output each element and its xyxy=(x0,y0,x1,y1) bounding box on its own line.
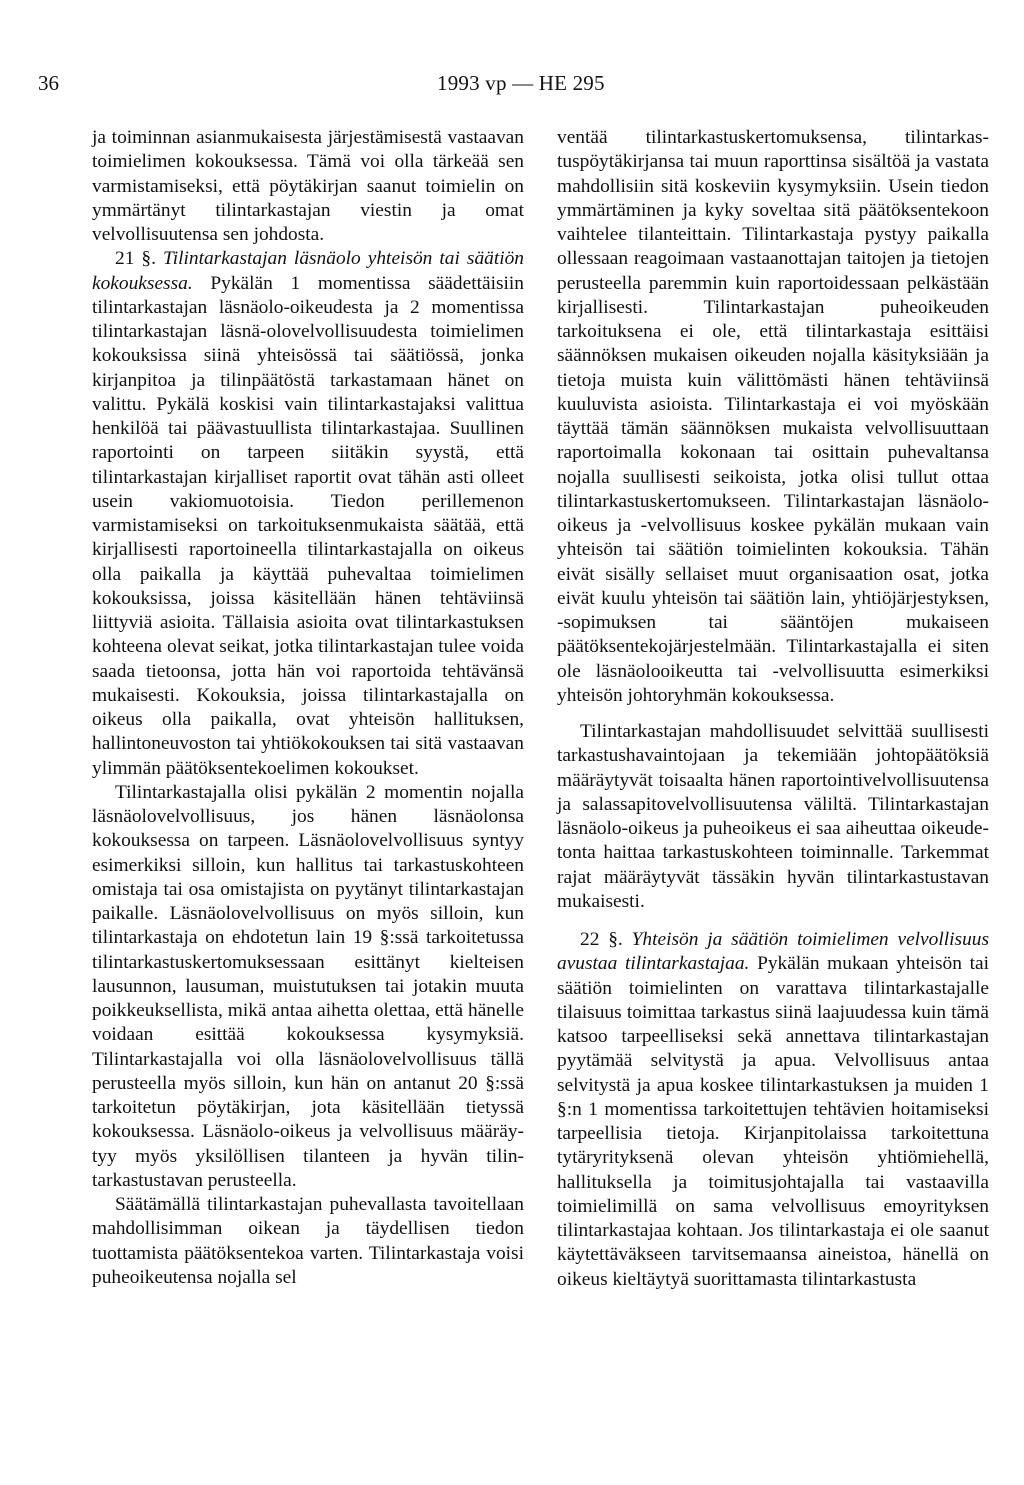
paragraph-continuation: ja toiminnan asianmukaisesta järjestämisestä vastaavan toimielimen kokouksessa. Tämä voi olla tärkeää sen varmistamiseksi, että pöytäkirjan saanut toimielin on ymmärtänyt tilintarkastajan viestin ja omat velvollisuutensa sen johdosta. xyxy=(92,127,524,245)
section-22-number: 22 §. xyxy=(580,929,623,950)
paragraph-possibilities: Tilintarkastajan mahdollisuudet selvittää suullisesti tarkastushavaintojaan ja tekemiään johtopäätöksiä määräytyvät toisaalta hänen raportointivelvollisuutensa ja salassapitovelvollisuutensa väliltä. Tilintarkastajan läsnäolo-oikeus ja puheoikeus ei saa aiheuttaa oikeudetonta haittaa tarkastuskohteen toiminnalle. Tarkemmat rajat määräytyvät tässäkin hyvän tilintarkastustavan mukaisesti. xyxy=(557,721,989,912)
right-column xyxy=(557,126,989,1292)
page-header xyxy=(38,71,988,101)
paragraph-speaking-right: Säätämällä tilintarkastajan puhevallasta tavoitellaan mahdollisimman oikean ja täydellisen tiedon tuottamista päätöksentekoa varten. Tilintarkastaja voisi puheoikeutensa nojalla sel xyxy=(92,1194,524,1288)
page-number: 36 xyxy=(38,71,59,95)
running-head: 1993 vp — HE 295 xyxy=(437,71,605,95)
paragraph-continuation-right: ventää tilintarkastuskertomuksensa, tilintarkastuspöytäkirjansa tai muun raporttinsa sisältöä ja vastata mahdollisiin sitä koskeviin kysymyksiin. Usein tiedon ymmärtäminen ja kyky soveltaa sitä päätöksentekoon vaihtelee tilanteittain. Tilintarkastaja pystyy paikalla ollessaan reagoimaan vastaanottajan taitojen ja tietojen perusteella paremmin kuin raportoidessaan pelkästään kirjallisesti. Tilintarkastajan puheoikeuden tarkoituksena ei ole, että tilintarkastaja esittäisi säännöksen mukaisen oikeuden nojalla käsityksiään ja tietoja muista kuin välittömästi hänen tehtäviinsä kuuluvista asioista. Tilintarkastaja ei voi myöskään täyttää tämän säännöksen mukaista velvollisuuttaan raportoimalla kokonaan tai osittain puhevaltansa nojalla suullisesti seikoista, jotka olisi tullut ottaa tilintarkastuskertomukseen. Tilintarkastajan läsnäolo-oikeus ja -velvollisuus koskee pykälän mukaan vain yhteisön tai säätiön toimielinten kokouksia. Tähän eivät sisälly sellaiset muut organisaation osat, jotka eivät kuulu yhteisön tai säätiön lain, yhtiöjärjestyksen, -sopimuksen tai sääntöjen mukaiseen päätöksentekojärjestelmään. Tilintarkastajalla ei siten ole läsnäolooikeutta tai -velvollisuutta esimerkiksi yhteisön johtoryhmän kokouksessa. xyxy=(557,127,989,706)
section-21-paragraph xyxy=(92,247,524,781)
left-column xyxy=(92,126,524,1290)
paragraph-presence-duty: Tilintarkastajalla olisi pykälän 2 momentin nojalla läsnäolovelvollisuus, jos hänen läsnäolonsa kokouksessa on tarpeen. Läsnäolovelvollisuus syntyy esimerkiksi silloin, kun hallitus tai tarkastuskohteen omistaja tai osa omistajista on pyytänyt tilintarkastajan paikalle. Läsnäolovelvollisuus on myös silloin, kun tilintarkastaja on ehdotetun lain 19 §:ssä tarkoitetussa tilintarkastuskertomuksessaan esittänyt kielteisen lausunnon, lausuman, muistutuksen tai jotakin muuta poikkeuksellista, mikä antaa aihetta olettaa, että hänelle voidaan esittää kokouksessa kysymyksiä. Tilintarkastajalla voi olla läsnäolovelvollisuus tällä perusteella myös silloin, kun hän on antanut 20 §:ssä tarkoitetun pöytäkirjan, jota käsitellään tietyssä kokouksessa. Läsnäolo-oikeus ja velvollisuus määräytyy myös yksilöllisen tilanteen ja hyvän tilintarkastustavan perusteella. xyxy=(92,781,524,1191)
section-21-title: Tilintarkastajan läsnäolo yhteisön tai säätiön kokouksessa. xyxy=(92,248,524,294)
section-21-body: Pykälän 1 momentissa säädettäisiin tilintarkastajan läsnäolo-oikeudesta ja 2 momentissa tilintarkastajan läsnä-olovelvollisuudesta toimielimen kokouksissa siinä yhteisössä tai säätiössä, jonka kirjanpitoa ja tilinpäätöstä tarkastamaan hänet on valittu. Pykälä koskisi vain tilintarkastajaksi valittua henkilöä tai päävastuullista tilintarkastajaa. Suullinen raportointi on tarpeen siitäkin syystä, että tilintarkastajan kirjalliset raportit ovat tähän asti olleet usein vakiomuotoisia. Tiedon perillemenon varmistamiseksi on tarkoituksenmukaista säätää, että kirjallisesti raportoineella tilintarkastajalla on oikeus olla paikalla ja käyttää puhevaltaa toimielimen kokouksissa, joissa käsitellään hänen tehtäviinsä liittyviä asioita. Tällaisia asioita ovat tilintarkastuksen kohteena olevat seikat, jotka tilintarkastajan tulee voida saada tietoonsa, jotta hän voi raportoida tehtävänsä mukaisesti. Kokouksia, joissa tilintarkastajalla on oikeus olla paikalla, ovat yhteisön hallituksen, hallintoneuvoston tai yhtiökokouksen tai sitä vastaavan ylimmän päätöksentekoelimen kokoukset. xyxy=(92,272,524,779)
section-22-paragraph xyxy=(557,928,989,1292)
section-22-title: Yhteisön ja säätiön toimielimen velvollisuus avustaa tilintarkastajaa. xyxy=(557,929,990,975)
section-21-number: 21 §. xyxy=(115,248,156,270)
section-22-body: Pykälän mukaan yhteisön tai säätiön toimielinten on varattava tilintarkastajalle tilaisuus toimittaa tarkastus siinä laajuudessa kuin tämä katsoo tarpeelliseksi sekä annettava tilintarkastajan pyytämää selvitystä ja apua. Velvollisuus antaa selvitystä ja apua koskee tilintarkastuksen ja muiden 1 §:n 1 momentissa tarkoitettujen tehtävien hoitamiseksi tarpeellisia tietoja. Kirjanpitolaissa tarkoitettuna tytäryrityksenä olevan yhteisön yhtiömiehellä, hallituksella ja toimitusjohtajalla tai vastaavilla toimielimillä on sama velvollisuus emoyrityksen tilintarkastajaa kohtaan. Jos tilintarkastaja ei ole saanut käytettäväkseen tarvitsemaansa aineistoa, hänellä on oikeus kieltäytyä suorittamasta tilintarkastusta xyxy=(557,953,989,1290)
